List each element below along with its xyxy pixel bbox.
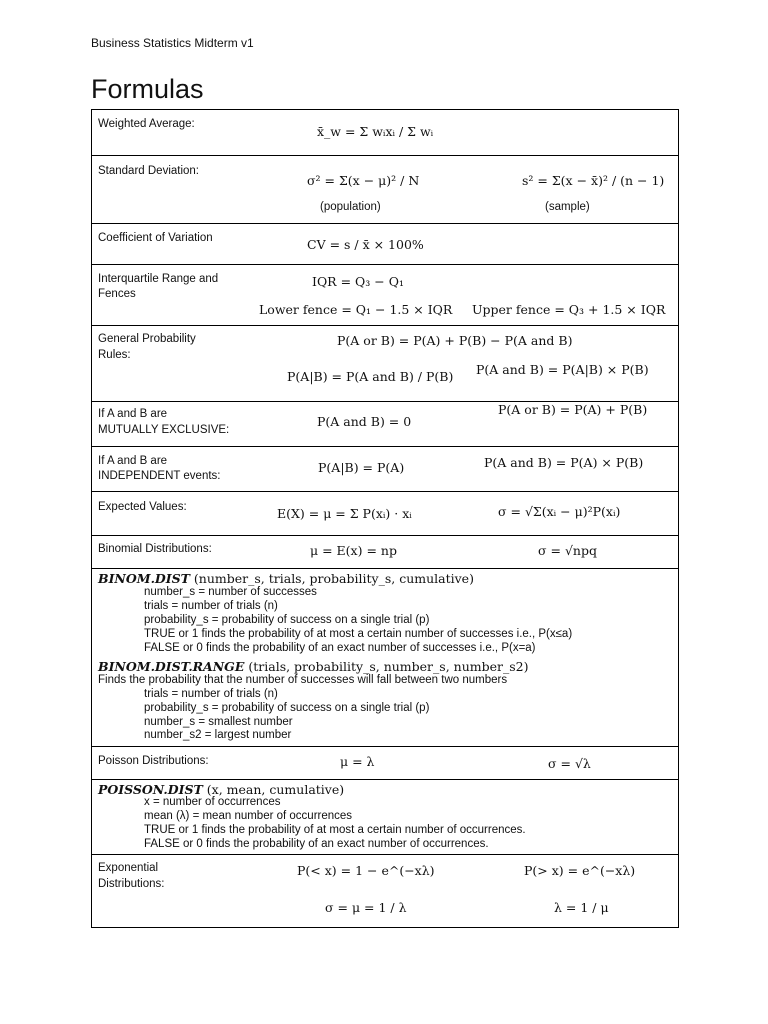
binom-dist-line: number_s = number of successes <box>144 586 317 598</box>
binom-dist-args: (number_s, trials, probability_s, cumulative) <box>193 571 474 586</box>
coefficient-variation-formula: CV = s / x̄ × 100% <box>307 237 424 252</box>
independent-label-line1: If A and B are <box>98 455 168 467</box>
coefficient-variation-label: Coefficient of Variation <box>98 232 213 244</box>
exponential-sd-formula: σ = μ = 1 / λ <box>325 900 407 915</box>
binom-range-line: number_s = smallest number <box>144 716 293 728</box>
row-divider <box>92 491 678 492</box>
page-title: Formulas <box>91 74 204 104</box>
binom-dist-line: TRUE or 1 finds the probability of at most a certain number of successes i.e., P(x≤a) <box>144 628 573 640</box>
weighted-average-label: Weighted Average: <box>98 118 195 130</box>
exponential-rate-formula: λ = 1 / μ <box>554 900 609 915</box>
binom-range-heading <box>98 659 528 674</box>
iqr-label-line1: Interquartile Range and <box>98 273 219 285</box>
mutex-label-line2: MUTUALLY EXCLUSIVE: <box>98 424 230 436</box>
mutex-formula2: P(A or B) = P(A) + P(B) <box>498 402 648 417</box>
mutex-formula1: P(A and B) = 0 <box>317 414 412 429</box>
independent-formula1: P(A|B) = P(A) <box>318 460 405 475</box>
row-divider <box>92 223 678 224</box>
upper-fence-formula: Upper fence = Q₃ + 1.5 × IQR <box>472 302 666 317</box>
sample-sd-formula: s² = Σ(x − x̄)² / (n − 1) <box>522 173 665 188</box>
row-divider <box>92 854 678 855</box>
row-divider <box>92 264 678 265</box>
poisson-dist-line: x = number of occurrences <box>144 796 281 808</box>
binom-dist-line: probability_s = probability of success on a single trial (p) <box>144 614 430 626</box>
binom-dist-function: BINOM.DIST <box>98 571 190 586</box>
lower-fence-formula: Lower fence = Q₁ − 1.5 × IQR <box>259 302 453 317</box>
poisson-dist-heading <box>98 782 344 797</box>
binom-range-line: number_s2 = largest number <box>144 729 292 741</box>
poisson-dist-args: (x, mean, cumulative) <box>206 782 345 797</box>
poisson-label: Poisson Distributions: <box>98 755 209 767</box>
row-divider <box>92 746 678 747</box>
row-divider <box>92 568 678 569</box>
exponential-cdf-formula: P(< x) = 1 − e^(−xλ) <box>297 863 435 878</box>
binomial-sd-formula: σ = √npq <box>538 543 597 558</box>
row-divider <box>92 446 678 447</box>
binom-range-intro: Finds the probability that the number of successes will fall between two numbers <box>98 674 508 686</box>
probability-label-line2: Rules: <box>98 349 131 361</box>
poisson-dist-line: TRUE or 1 finds the probability of at most a certain number of occurrences. <box>144 824 526 836</box>
row-divider <box>92 155 678 156</box>
binom-range-function: BINOM.DIST.RANGE <box>98 659 245 674</box>
binomial-mean-formula: μ = E(x) = np <box>310 543 397 558</box>
independent-formula2: P(A and B) = P(A) × P(B) <box>484 455 644 470</box>
binom-range-line: trials = number of trials (n) <box>144 688 278 700</box>
poisson-sd-formula: σ = √λ <box>548 756 591 771</box>
sample-note: (sample) <box>545 201 590 213</box>
row-divider <box>92 779 678 780</box>
poisson-dist-line: FALSE or 0 finds the probability of an exact number of occurrences. <box>144 838 489 850</box>
binom-dist-heading <box>98 571 474 586</box>
row-divider <box>92 325 678 326</box>
exponential-label-line2: Distributions: <box>98 878 165 890</box>
document-header: Business Statistics Midterm v1 <box>91 36 254 50</box>
poisson-mean-formula: μ = λ <box>340 754 375 769</box>
population-sd-formula: σ² = Σ(x − μ)² / N <box>307 173 420 188</box>
mutex-label-line1: If A and B are <box>98 408 168 420</box>
addition-rule-formula: P(A or B) = P(A) + P(B) − P(A and B) <box>337 333 573 348</box>
exponential-survival-formula: P(> x) = e^(−xλ) <box>524 863 636 878</box>
population-note: (population) <box>320 201 381 213</box>
binom-range-line: probability_s = probability of success on a single trial (p) <box>144 702 430 714</box>
formula-table <box>91 109 679 928</box>
exponential-label-line1: Exponential <box>98 862 159 874</box>
weighted-average-formula: x̄_w = Σ wᵢxᵢ / Σ wᵢ <box>317 124 434 139</box>
binom-range-args: (trials, probability_s, number_s, number_s2) <box>248 659 529 674</box>
row-divider <box>92 535 678 536</box>
expected-value-formula: E(X) = μ = Σ P(xᵢ) · xᵢ <box>277 506 412 521</box>
standard-deviation-label: Standard Deviation: <box>98 165 200 177</box>
probability-label-line1: General Probability <box>98 333 196 345</box>
poisson-dist-line: mean (λ) = mean number of occurrences <box>144 810 353 822</box>
poisson-dist-function: POISSON.DIST <box>98 782 203 797</box>
independent-label-line2: INDEPENDENT events: <box>98 470 221 482</box>
iqr-label-line2: Fences <box>98 288 136 300</box>
binomial-label: Binomial Distributions: <box>98 543 212 555</box>
binom-dist-line: FALSE or 0 finds the probability of an exact number of successes i.e., P(x=a) <box>144 642 536 654</box>
expected-sd-formula: σ = √Σ(xᵢ − μ)²P(xᵢ) <box>498 504 621 519</box>
iqr-formula: IQR = Q₃ − Q₁ <box>312 274 404 289</box>
expected-values-label: Expected Values: <box>98 501 187 513</box>
multiplication-rule-formula: P(A and B) = P(A|B) × P(B) <box>476 362 649 377</box>
conditional-probability-formula: P(A|B) = P(A and B) / P(B) <box>287 369 454 384</box>
binom-dist-line: trials = number of trials (n) <box>144 600 278 612</box>
